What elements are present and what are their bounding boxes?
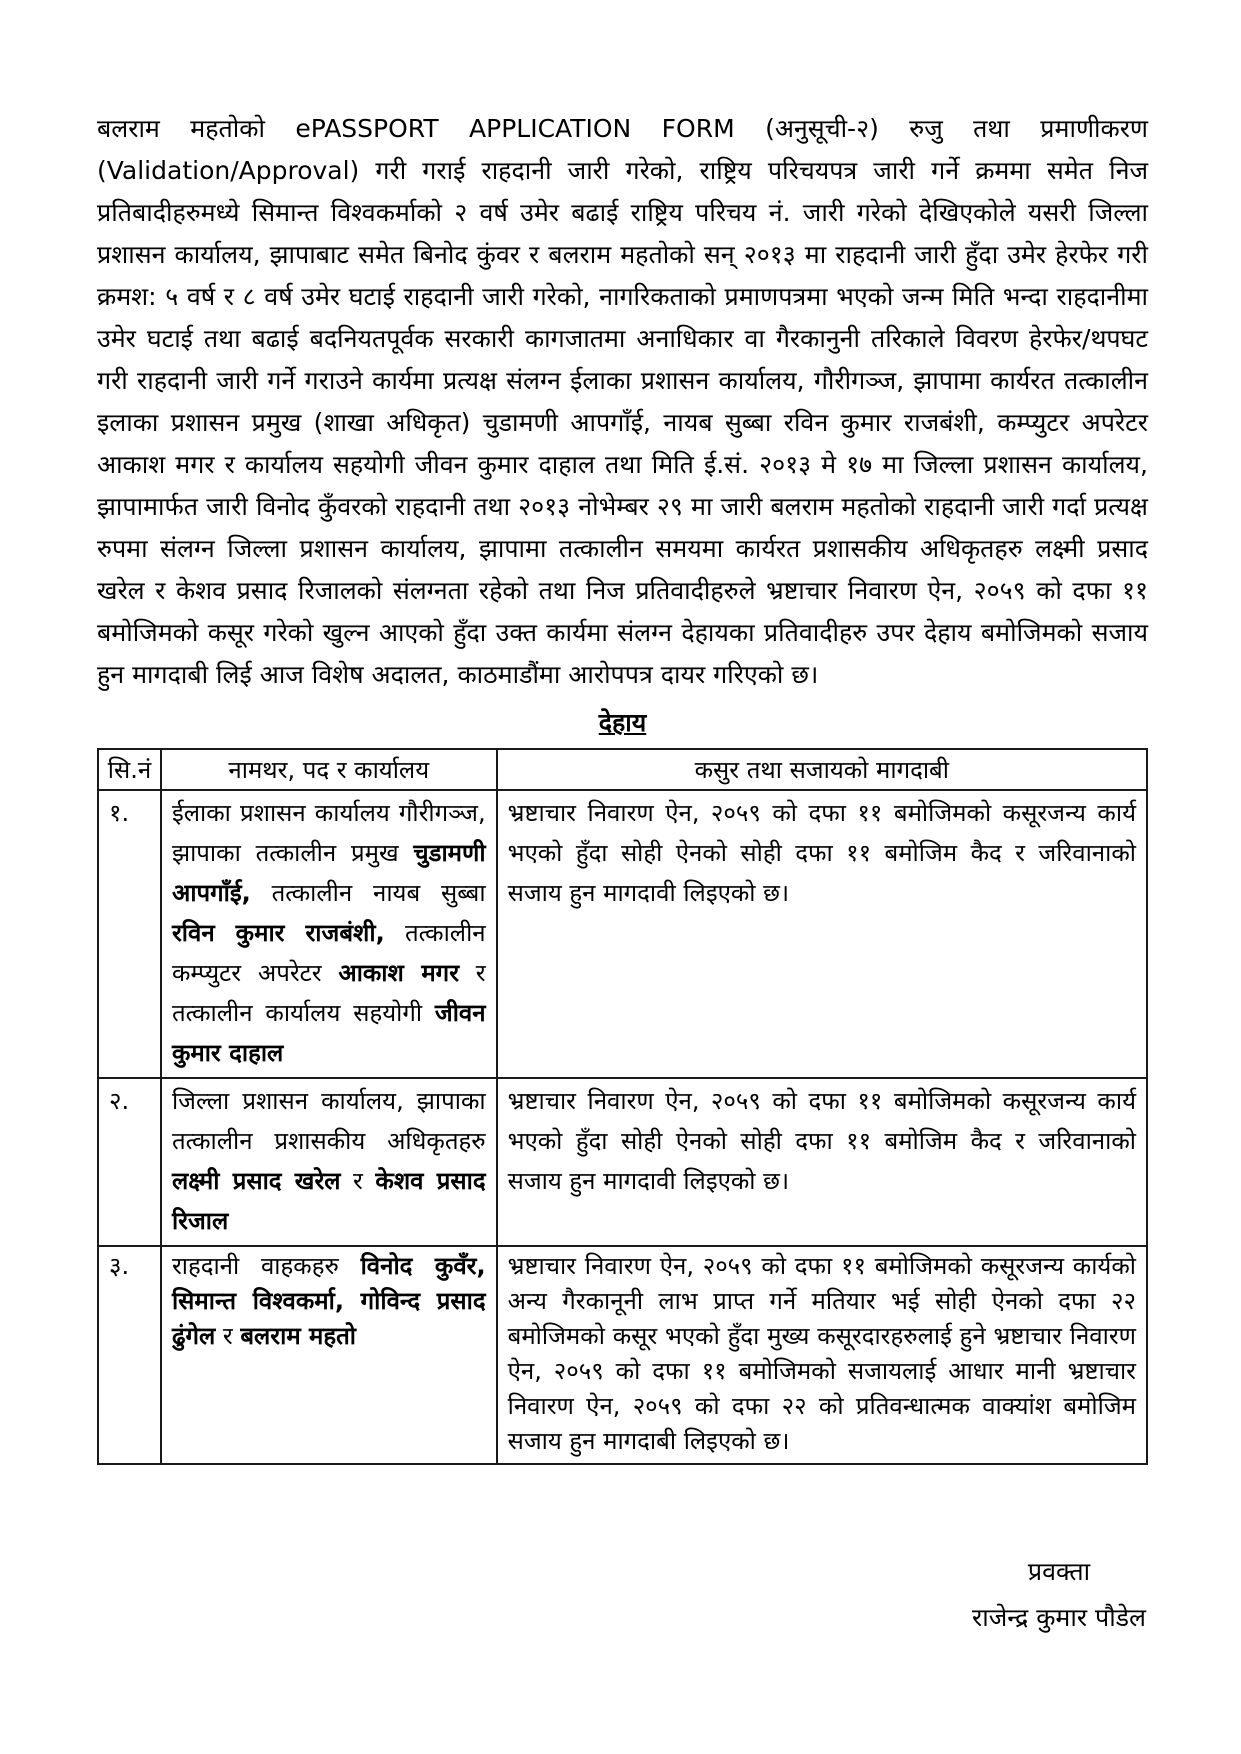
name-text: र तत्कालीन कार्यालय सहयोगी — [171, 959, 486, 1027]
defendant-name-cell — [161, 790, 497, 1078]
table-row — [98, 790, 1147, 1078]
name-text: तत्कालीन नायब सुब्बा — [250, 879, 486, 907]
defendant-name: केशव प्रसाद रिजाल — [171, 1167, 486, 1235]
name-text: ईलाका प्रशासन कार्यालय गौरीगञ्ज, झापाका तत्कालीन प्रमुख — [171, 799, 486, 867]
name-text: राहदानी वाहकहरु — [171, 1252, 361, 1280]
signature-block — [972, 1549, 1148, 1641]
header-charge-and-punishment: कसुर तथा सजायको मागदाबी — [497, 749, 1147, 790]
serial-number-cell: ३. — [98, 1246, 161, 1464]
serial-number-cell: १. — [98, 790, 161, 1078]
intro-paragraph: बलराम महतोको ePASSPORT APPLICATION FORM (अनुसूची-२) रुजु तथा प्रमाणीकरण (Validation/Approval) गरी गराई राहदानी जारी गरेको, राष्ट्रिय परिचयपत्र जारी गर्ने क्रममा समेत निज प्रतिबादीहरुमध्ये सिमान्त विश्वकर्माको २ वर्ष उमेर बढाई राष्ट्रिय परिचय नं. जारी गरेको देखिएकोले यसरी जिल्ला प्रशासन कार्यालय, झापाबाट समेत बिनोद कुंवर र बलराम महतोको सन् २०१३ मा राहदानी जारी हुँदा उमेर हेरफेर गरी क्रमश: ५ वर्ष र ८ वर्ष उमेर घटाई राहदानी जारी गरेको, नागरिकताको प्रमाणपत्रमा भएको जन्म मिति भन्दा राहदानीमा उमेर घटाई तथा बढाई बदनियतपूर्वक सरकारी कागजातमा अनाधिकार वा गैरकानुनी तरिकाले विवरण हेरफेर/थपघट गरी राहदानी जारी गर्ने गराउने कार्यमा प्रत्यक्ष संलग्न ईलाका प्रशासन कार्यालय, गौरीगञ्ज, झापामा कार्यरत तत्कालीन इलाका प्रशासन प्रमुख (शाखा अधिकृत) चुडामणी आपगाँई, नायब सुब्बा रविन कुमार राजबंशी, कम्प्युटर अपरेटर आकाश मगर र कार्यालय सहयोगी जीवन कुमार दाहाल तथा मिति ई.सं. २०१३ मे १७ मा जिल्ला प्रशासन कार्यालय, झापामार्फत जारी विनोद कुँवरको राहदानी तथा २०१३ नोभेम्बर २९ मा जारी बलराम महतोको राहदानी जारी गर्दा प्रत्यक्ष रुपमा संलग्न जिल्ला प्रशासन कार्यालय, झापामा तत्कालीन समयमा कार्यरत प्रशासकीय अधिकृतहरु लक्ष्मी प्रसाद खरेल र केशव प्रसाद रिजालको संलग्नता रहेको तथा निज प्रतिवादीहरुले भ्रष्टाचार निवारण ऐन, २०५९ को दफा ११ बमोजिमको कसूर गरेको खुल्न आएको हुँदा उक्त कार्यमा संलग्न देहायका प्रतिवादीहरु उपर देहाय बमोजिमको सजाय हुन मागदाबी लिई आज विशेष अदालत, काठमाडौंमा आरोपपत्र दायर गरिएको छ। — [97, 114, 1148, 689]
section-heading: देहाय — [598, 708, 647, 737]
defendant-name: बलराम महतो — [240, 1322, 357, 1350]
signature-name: राजेन्द्र कुमार पौडेल — [972, 1603, 1146, 1632]
defendants-table — [97, 748, 1148, 1465]
charge-cell: भ्रष्टाचार निवारण ऐन, २०५९ को दफा ११ बमोजिमको कसूरजन्य कार्य भएको हुँदा सोही ऐनको सोही दफा ११ बमोजिम कैद र जरिवानाको सजाय हुन मागदावी लिइएको छ। — [497, 790, 1147, 1078]
defendant-name: आकाश मगर — [338, 959, 460, 987]
charge-cell: भ्रष्टाचार निवारण ऐन, २०५९ को दफा ११ बमोजिमको कसूरजन्य कार्य भएको हुँदा सोही ऐनको सोही दफा ११ बमोजिम कैद र जरिवानाको सजाय हुन मागदावी लिइएको छ। — [497, 1078, 1147, 1246]
serial-number-cell: २. — [98, 1078, 161, 1246]
name-text: तत्कालीन कम्प्युटर अपरेटर — [171, 919, 486, 987]
name-text: जिल्ला प्रशासन कार्यालय, झापाका तत्कालीन प्रशासकीय अधिकृतहरु — [171, 1087, 486, 1155]
defendant-name: जीवन कुमार दाहाल — [171, 999, 486, 1067]
name-text: र — [340, 1167, 376, 1195]
table-row — [98, 1078, 1147, 1246]
charge-cell: भ्रष्टाचार निवारण ऐन, २०५९ को दफा ११ बमोजिमको कसूरजन्य कार्यको अन्य गैरकानूनी लाभ प्राप्त गर्ने मतियार भई सोही ऐनको दफा २२ बमोजिमको कसूर भएको हुँदा मुख्य कसूरदारहरुलाई हुने भ्रष्टाचार निवारण ऐन, २०५९ को दफा ११ बमोजिमको सजायलाई आधार मानी भ्रष्टाचार निवारण ऐन, २०५९ को दफा २२ को प्रतिवन्धात्मक वाक्यांश बमोजिम सजाय हुन मागदाबी लिइएको छ। — [497, 1246, 1147, 1464]
header-name-post-office: नामथर, पद र कार्यालय — [161, 749, 497, 790]
defendant-name: चुडामणी आपगाँई, — [171, 839, 486, 907]
defendant-name-cell — [161, 1246, 497, 1464]
table-row — [98, 1246, 1147, 1464]
name-text: र — [215, 1322, 241, 1350]
defendant-name: विनोद कुवँर, सिमान्त विश्वकर्मा, गोविन्द प्रसाद ढुंगेल — [171, 1252, 486, 1350]
defendant-name: रविन कुमार राजबंशी, — [171, 919, 385, 947]
defendant-name-cell — [161, 1078, 497, 1246]
signature-title: प्रवक्ता — [1027, 1557, 1091, 1586]
defendant-name: लक्ष्मी प्रसाद खरेल — [171, 1167, 341, 1195]
header-serial-number: सि.नं — [98, 749, 161, 790]
table-header-row — [98, 749, 1147, 790]
